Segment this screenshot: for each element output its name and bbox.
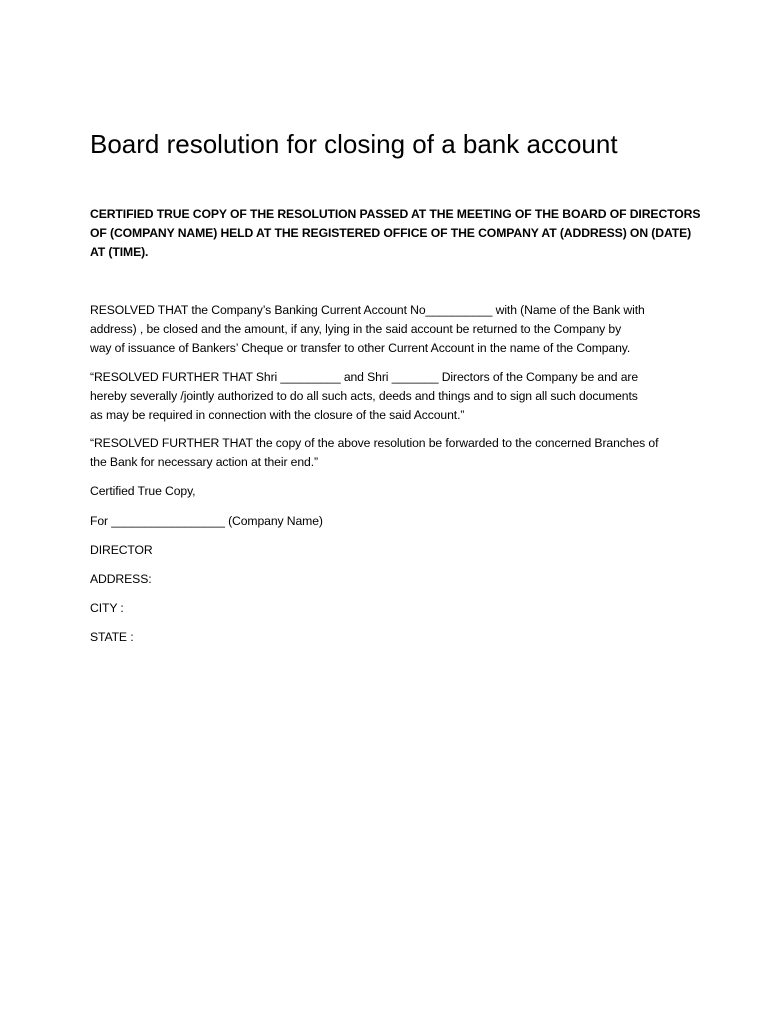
heading-line: CERTIFIED TRUE COPY OF THE RESOLUTION PASSED AT THE MEETING OF THE BOARD OF DIRECTORS (90, 207, 701, 221)
city-label: CITY : (90, 601, 124, 615)
page-title: Board resolution for closing of a bank account (90, 129, 618, 159)
heading-line: AT (TIME). (90, 245, 149, 259)
paragraph-line: hereby severally /jointly authorized to do all such acts, deeds and things and to sign all such documents (90, 389, 638, 403)
paragraph-line: the Bank for necessary action at their end.” (90, 455, 318, 469)
company-name-line: For _________________ (Company Name) (90, 514, 323, 528)
resolved-further-authorization-paragraph (90, 368, 690, 425)
paragraph-line: “RESOLVED FURTHER THAT Shri _________ and Shri _______ Directors of the Company be and are (90, 370, 639, 384)
paragraph-line: address) , be closed and the amount, if any, lying in the said account be returned to the Company by (90, 322, 622, 336)
paragraph-line: way of issuance of Bankers’ Cheque or transfer to other Current Account in the name of the Company. (90, 341, 631, 355)
state-label: STATE : (90, 630, 134, 644)
heading-line: OF (COMPANY NAME) HELD AT THE REGISTERED OFFICE OF THE COMPANY AT (ADDRESS) ON (DATE) (90, 226, 692, 240)
resolved-further-forwarding-paragraph (90, 434, 690, 472)
paragraph-line: “RESOLVED FURTHER THAT the copy of the above resolution be forwarded to the concerned Branches of (90, 436, 659, 450)
certified-heading (90, 205, 701, 262)
address-label: ADDRESS: (90, 572, 152, 586)
resolved-paragraph (90, 301, 690, 358)
certified-true-copy-label: Certified True Copy, (90, 484, 196, 498)
director-label: DIRECTOR (90, 543, 153, 557)
paragraph-line: RESOLVED THAT the Company’s Banking Current Account No__________ with (Name of the Bank with (90, 303, 645, 317)
paragraph-line: as may be required in connection with the closure of the said Account.” (90, 408, 465, 422)
